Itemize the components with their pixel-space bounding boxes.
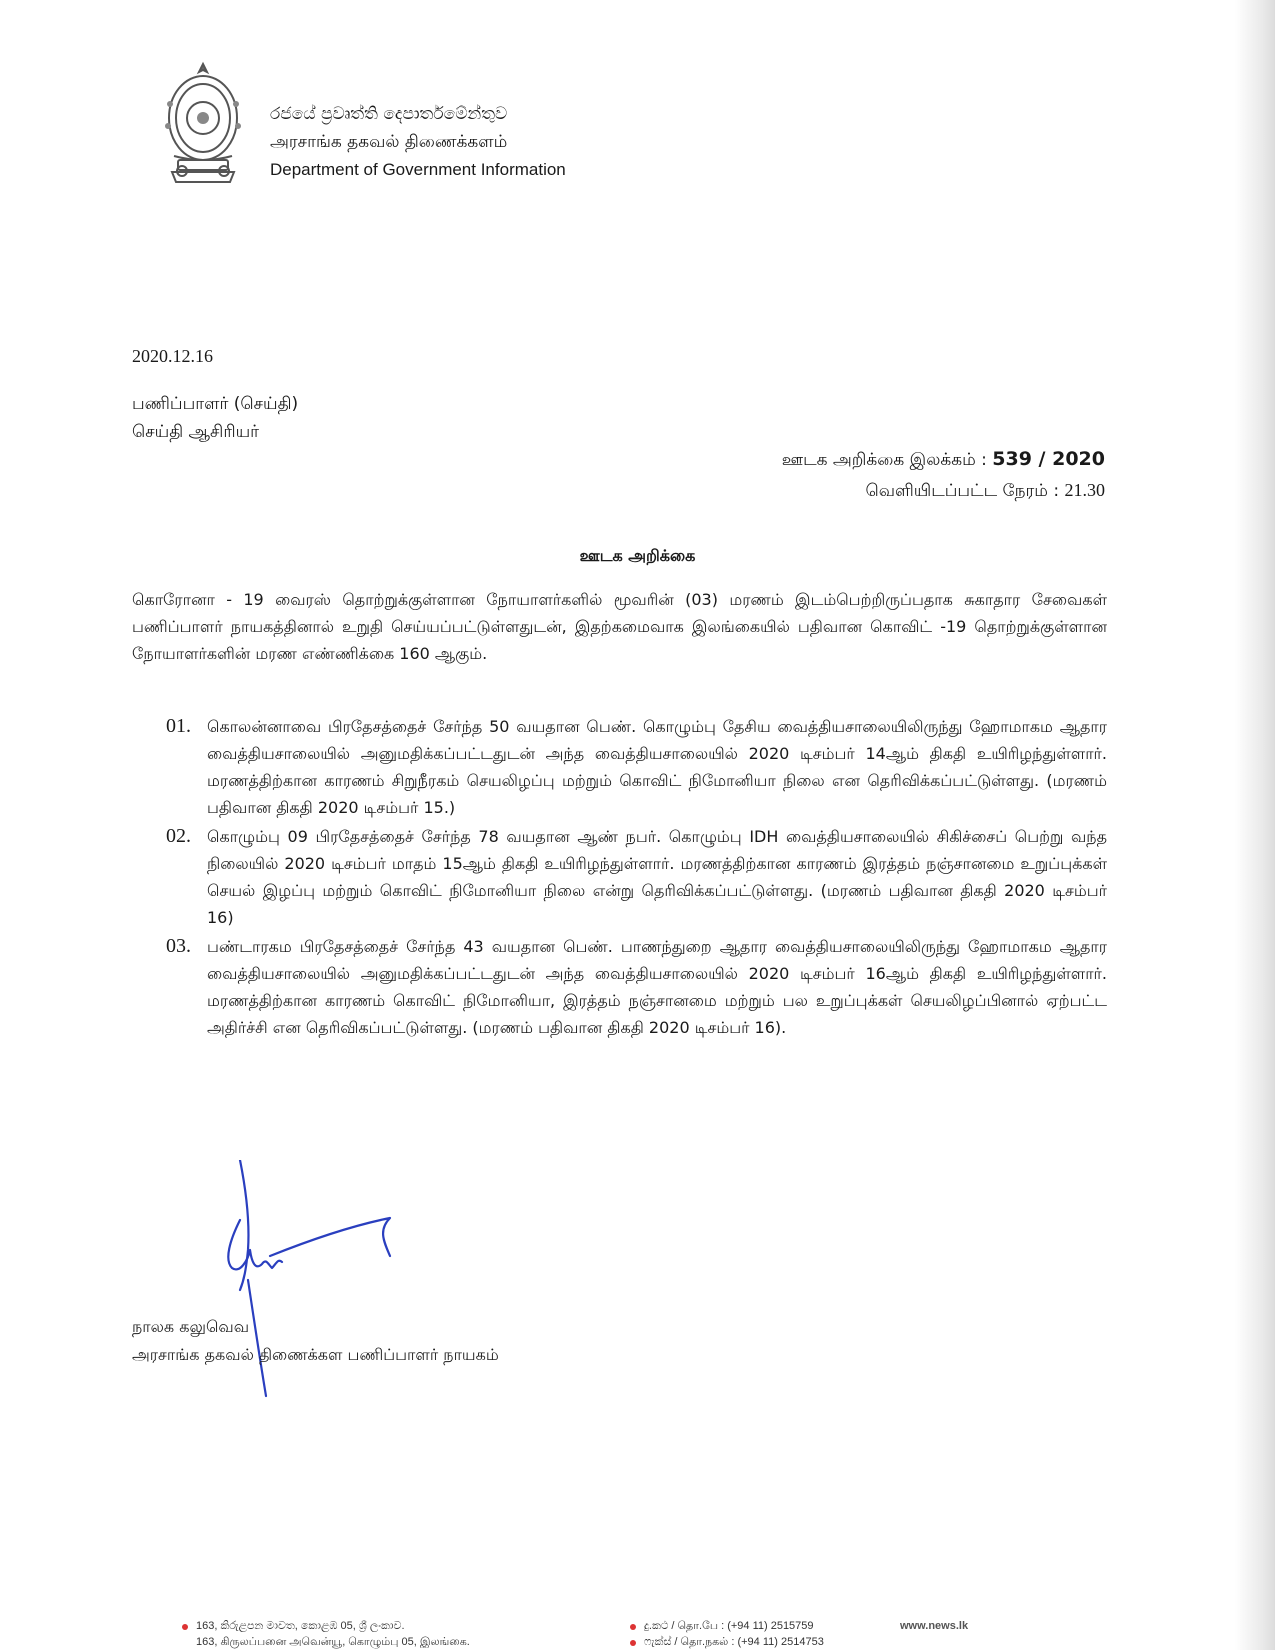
scan-edge-shadow xyxy=(1235,0,1275,1650)
list-item-number: 03. xyxy=(166,935,191,957)
release-time xyxy=(782,475,1105,506)
reference-block xyxy=(782,444,1105,506)
footer-website-link[interactable]: www.news.lk xyxy=(900,1620,969,1632)
list-item-text: பண்டாரகம பிரதேசத்தைச் சேர்ந்த 43 வயதான பெண். பாணந்துறை ஆதார வைத்தியசாலையிலிருந்து ஹோமாகம ஆதார வைத்தியசாலையில் அனுமதிக்கப்பட்டதுடன் அந்த வைத்தியசாலையில் 2020 டிசம்பர் 16ஆம் திகதி உயிரிழந்துள்ளார். மரணத்திற்கான காரணம் கொவிட் நிமோனியா, இரத்தம் நஞ்சானமை மற்றும் பல உறுப்புக்கள் செயலிழப்பினால் ஏற்பட்ட அதிர்ச்சி என தெரிவிகப்பட்டுள்ளது. (மரணம் பதிவான திகதி 2020 டிசம்பர் 16). xyxy=(207,937,1107,1037)
list-item-text: கொழும்பு 09 பிரதேசத்தைச் சேர்ந்த 78 வயதான ஆண் நபர். கொழும்பு IDH வைத்தியசாலையில் சிகிச்சைப் பெற்று வந்த நிலையில் 2020 டிசம்பர் மாதம் 15ஆம் திகதி உயிரிழந்துள்ளார். மரணத்திற்கான காரணம் இரத்தம் நஞ்சானமை உறுப்புக்கள் செயல் இழப்பு மற்றும் கொவிட் நிமோனியா நிலை என்று தெரிவிக்கப்பட்டுள்ளது. (மரணம் பதிவான திகதி 2020 டிசம்பர் 16) xyxy=(207,827,1107,927)
footer-fax xyxy=(644,1636,824,1650)
department-name-sinhala: රජයේ ප්‍රවෘත්ති දෙපාර්තමේන්තුව xyxy=(270,104,508,124)
department-name-english: Department of Government Information xyxy=(270,160,566,179)
footer-phone-label: දු.කථ / தொ.பே : xyxy=(644,1620,725,1632)
sri-lanka-emblem-icon xyxy=(160,60,246,186)
footer xyxy=(0,1620,1275,1650)
footer-phone-value: (+94 11) 2515759 xyxy=(727,1620,814,1632)
footer-address-line-1: 163, කිරුළපන මාවත, කොළඹ 05, ශ්‍රී ලංකාව. xyxy=(196,1620,405,1632)
recipient-line-1: பணிப்பாளர் (செய்தி) xyxy=(132,394,299,414)
media-release-number xyxy=(782,444,1105,475)
death-details-list xyxy=(132,713,1107,1043)
intro-paragraph: கொரோனா - 19 வைரஸ் தொற்றுக்குள்ளான நோயாளர்களில் மூவரின் (03) மரணம் இடம்பெற்றிருப்பதாக சுகாதார சேவைகள் பணிப்பாளர் நாயகத்தினால் உறுதி செய்யப்பட்டுள்ளதுடன், இதற்கமைவாக இலங்கையில் பதிவான கொவிட் -19 தொற்றுக்குள்ளான நோயாளர்களின் மரண எண்ணிக்கை 160 ஆகும். xyxy=(132,590,1107,663)
footer-address-line-2: 163, கிருலப்பனை அவென்யூ, கொழும்பு 05, இலங்கை. xyxy=(196,1636,470,1648)
list-item xyxy=(132,713,1107,821)
list-item-number: 01. xyxy=(166,715,191,737)
recipient-line-2: செய்தி ஆசிரியர் xyxy=(132,422,260,442)
footer-bullet-icon xyxy=(630,1624,636,1630)
signer-name: நாலக கலுவெவ xyxy=(132,1317,250,1336)
list-item xyxy=(132,823,1107,931)
footer-fax-label: ෆැක්ස් / தொ.நகல் : xyxy=(644,1636,735,1648)
release-time-label: வெளியிடப்பட்ட நேரம் : xyxy=(865,481,1060,501)
list-item xyxy=(132,933,1107,1041)
footer-fax-value: (+94 11) 2514753 xyxy=(737,1636,824,1648)
footer-phone xyxy=(644,1620,814,1634)
signer-block xyxy=(132,1313,499,1369)
signer-title: அரசாங்க தகவல் திணைக்கள பணிப்பாளர் நாயகம் xyxy=(132,1345,499,1364)
media-release-number-value: 539 / 2020 xyxy=(992,448,1105,470)
footer-bullet-icon xyxy=(630,1640,636,1646)
department-name-tamil: அரசாங்க தகவல் திணைக்களம் xyxy=(270,132,508,152)
release-time-value: 21.30 xyxy=(1064,480,1105,500)
recipient-block xyxy=(132,390,298,446)
list-item-text: கொலன்னாவை பிரதேசத்தைச் சேர்ந்த 50 வயதான பெண். கொழும்பு தேசிய வைத்தியசாலையிலிருந்து ஹோமாகம ஆதார வைத்தியசாலையில் அனுமதிக்கப்பட்டதுடன் அந்த வைத்தியசாலையில் 2020 டிசம்பர் 14ஆம் திகதி உயிரிழந்துள்ளார். மரணத்திற்கான காரணம் சிறுநீரகம் செயலிழப்பு மற்றும் கொவிட் நிமோனியா நிலை என தெரிவிக்கப்பட்டுள்ளது. (மரணம் பதிவான திகதி 2020 டிசம்பர் 15.) xyxy=(207,717,1108,817)
document-heading: ஊடக அறிக்கை xyxy=(579,546,696,565)
letterhead xyxy=(270,100,566,184)
document-date: 2020.12.16 xyxy=(132,346,213,366)
footer-bullet-icon xyxy=(182,1624,188,1630)
media-release-number-label: ஊடக அறிக்கை இலக்கம் : xyxy=(781,450,987,470)
list-item-number: 02. xyxy=(166,825,191,847)
